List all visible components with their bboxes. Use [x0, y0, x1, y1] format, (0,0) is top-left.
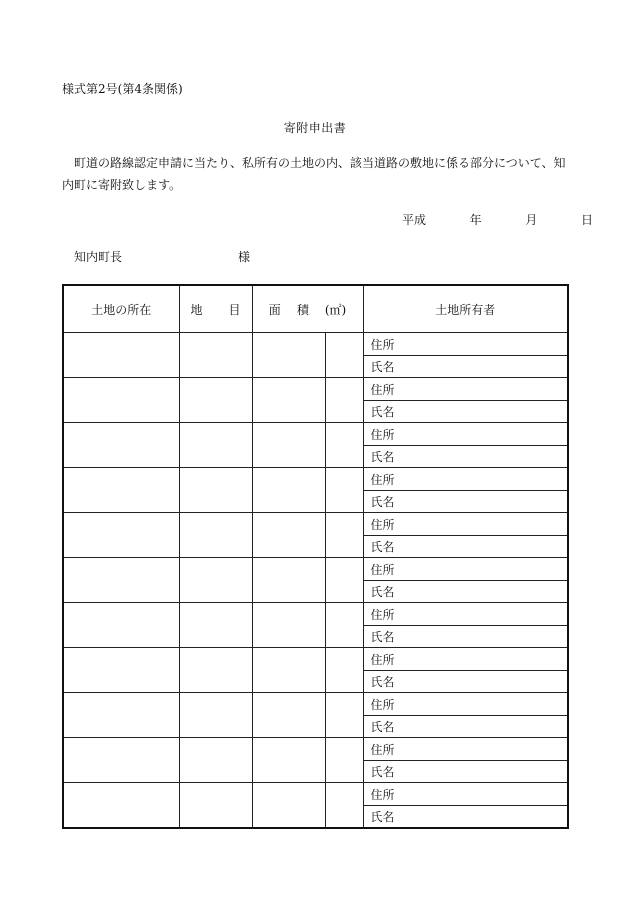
owner-address-cell[interactable]: 住所	[363, 378, 568, 401]
area-cell[interactable]	[252, 558, 325, 603]
date-month-label: 月	[525, 213, 538, 227]
location-cell[interactable]	[63, 738, 179, 783]
date-line	[402, 211, 593, 228]
location-cell[interactable]	[63, 693, 179, 738]
location-cell[interactable]	[63, 378, 179, 423]
owner-name-cell[interactable]: 氏名	[363, 806, 568, 829]
category-cell[interactable]	[179, 513, 252, 558]
table-row	[63, 333, 568, 356]
location-cell[interactable]	[63, 513, 179, 558]
area-sub-cell[interactable]	[325, 738, 363, 783]
table-row	[63, 378, 568, 401]
owner-address-cell[interactable]: 住所	[363, 603, 568, 626]
owner-name-cell[interactable]: 氏名	[363, 356, 568, 378]
area-sub-cell[interactable]	[325, 783, 363, 829]
table-row	[63, 648, 568, 671]
area-sub-cell[interactable]	[325, 333, 363, 378]
header-owner: 土地所有者	[363, 285, 568, 333]
location-cell[interactable]	[63, 783, 179, 829]
date-year-label: 年	[469, 213, 482, 227]
area-cell[interactable]	[252, 333, 325, 378]
form-number: 様式第2号(第4条関係)	[62, 82, 183, 96]
owner-name-cell[interactable]: 氏名	[363, 491, 568, 513]
owner-address-cell[interactable]: 住所	[363, 333, 568, 356]
table-header-row	[63, 285, 568, 333]
area-cell[interactable]	[252, 468, 325, 513]
category-cell[interactable]	[179, 648, 252, 693]
area-sub-cell[interactable]	[325, 423, 363, 468]
owner-name-cell[interactable]: 氏名	[363, 626, 568, 648]
category-cell[interactable]	[179, 333, 252, 378]
table-row	[63, 468, 568, 491]
table-row	[63, 513, 568, 536]
area-sub-cell[interactable]	[325, 693, 363, 738]
category-cell[interactable]	[179, 558, 252, 603]
date-era: 平成	[402, 213, 427, 227]
location-cell[interactable]	[63, 603, 179, 648]
category-cell[interactable]	[179, 423, 252, 468]
category-cell[interactable]	[179, 378, 252, 423]
owner-name-cell[interactable]: 氏名	[363, 581, 568, 603]
owner-name-cell[interactable]: 氏名	[363, 671, 568, 693]
owner-address-cell[interactable]: 住所	[363, 423, 568, 446]
owner-name-cell[interactable]: 氏名	[363, 761, 568, 783]
owner-address-cell[interactable]: 住所	[363, 648, 568, 671]
table-row	[63, 783, 568, 806]
date-day-label: 日	[581, 213, 594, 227]
area-sub-cell[interactable]	[325, 648, 363, 693]
category-cell[interactable]	[179, 783, 252, 829]
header-location: 土地の所在	[63, 285, 179, 333]
owner-name-cell[interactable]: 氏名	[363, 446, 568, 468]
location-cell[interactable]	[63, 648, 179, 693]
area-cell[interactable]	[252, 378, 325, 423]
category-cell[interactable]	[179, 693, 252, 738]
area-cell[interactable]	[252, 513, 325, 558]
table-row	[63, 738, 568, 761]
owner-address-cell[interactable]: 住所	[363, 468, 568, 491]
area-sub-cell[interactable]	[325, 558, 363, 603]
declaration-text: 町道の路線認定申請に当たり、私所有の土地の内、該当道路の敷地に係る部分について、知内町に寄附致します。	[62, 156, 566, 192]
addressee-honorific: 様	[238, 250, 251, 264]
document-title: 寄附申出書	[283, 121, 347, 135]
location-cell[interactable]	[63, 333, 179, 378]
location-cell[interactable]	[63, 423, 179, 468]
owner-address-cell[interactable]: 住所	[363, 513, 568, 536]
category-cell[interactable]	[179, 603, 252, 648]
area-cell[interactable]	[252, 423, 325, 468]
owner-address-cell[interactable]: 住所	[363, 738, 568, 761]
area-cell[interactable]	[252, 648, 325, 693]
table-row	[63, 558, 568, 581]
owner-name-cell[interactable]: 氏名	[363, 716, 568, 738]
location-cell[interactable]	[63, 558, 179, 603]
area-sub-cell[interactable]	[325, 513, 363, 558]
table-row	[63, 693, 568, 716]
owner-address-cell[interactable]: 住所	[363, 783, 568, 806]
table-row	[63, 603, 568, 626]
addressee-name: 知内町長	[74, 250, 123, 264]
area-sub-cell[interactable]	[325, 378, 363, 423]
header-category: 地 目	[179, 285, 252, 333]
area-cell[interactable]	[252, 783, 325, 829]
land-table	[62, 284, 569, 829]
table-row	[63, 423, 568, 446]
location-cell[interactable]	[63, 468, 179, 513]
category-cell[interactable]	[179, 468, 252, 513]
area-cell[interactable]	[252, 693, 325, 738]
category-cell[interactable]	[179, 738, 252, 783]
owner-address-cell[interactable]: 住所	[363, 693, 568, 716]
owner-name-cell[interactable]: 氏名	[363, 401, 568, 423]
area-sub-cell[interactable]	[325, 603, 363, 648]
area-sub-cell[interactable]	[325, 468, 363, 513]
header-area: 面 積 (㎡)	[252, 285, 363, 333]
area-cell[interactable]	[252, 603, 325, 648]
owner-address-cell[interactable]: 住所	[363, 558, 568, 581]
owner-name-cell[interactable]: 氏名	[363, 536, 568, 558]
area-cell[interactable]	[252, 738, 325, 783]
